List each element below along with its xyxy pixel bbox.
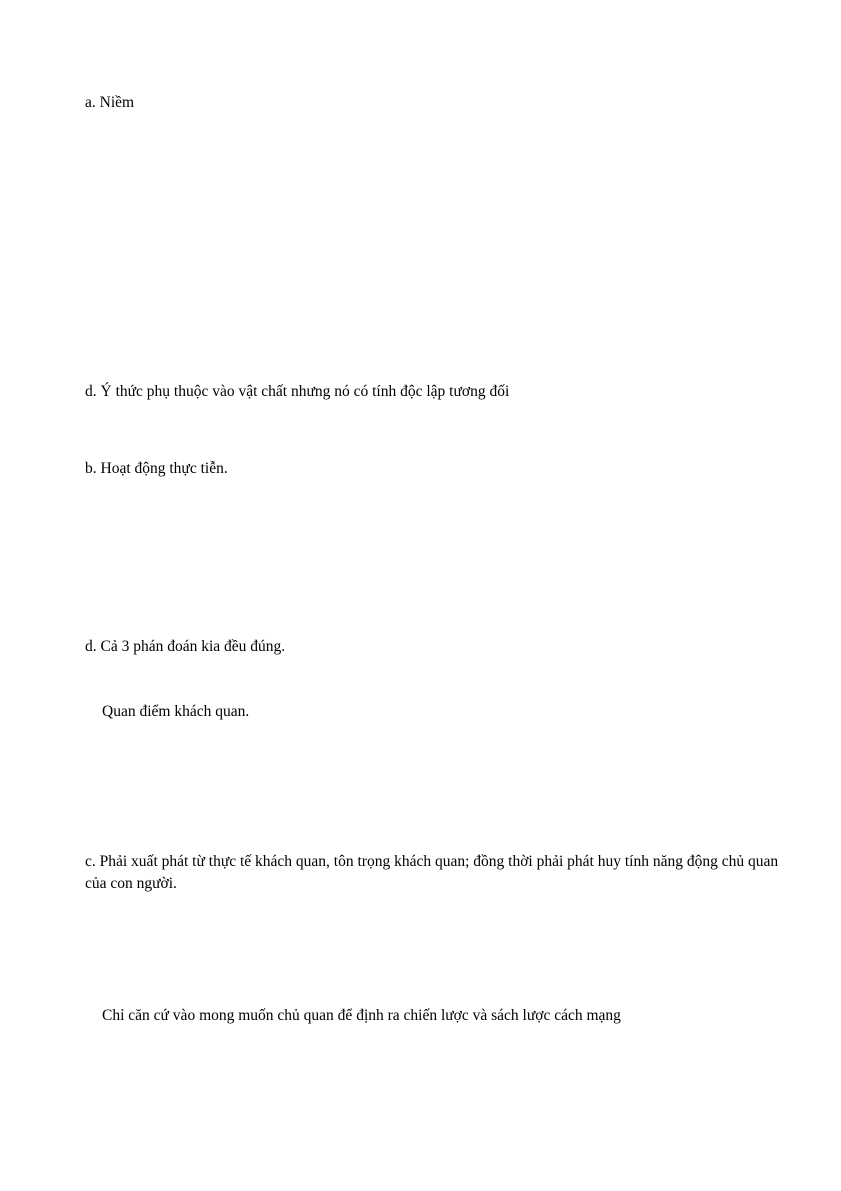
answer-line-6: c. Phải xuất phát từ thực tế khách quan, tôn trọng khách quan; đồng thời phải phát huy tính năng động chủ quan của con người.: [85, 853, 779, 892]
answer-line-2: d. Ý thức phụ thuộc vào vật chất nhưng nó có tính độc lập tương đối: [85, 383, 510, 400]
answer-line-7: Chỉ căn cứ vào mong muốn chủ quan để định ra chiến lược và sách lược cách mạng: [102, 1007, 621, 1024]
answer-line-4: d. Cả 3 phán đoán kia đều đúng.: [85, 638, 286, 655]
answer-line-1: a. Niềm: [85, 94, 135, 111]
answer-line-5: Quan điểm khách quan.: [102, 703, 250, 720]
answer-line-3: b. Hoạt động thực tiễn.: [85, 460, 228, 477]
